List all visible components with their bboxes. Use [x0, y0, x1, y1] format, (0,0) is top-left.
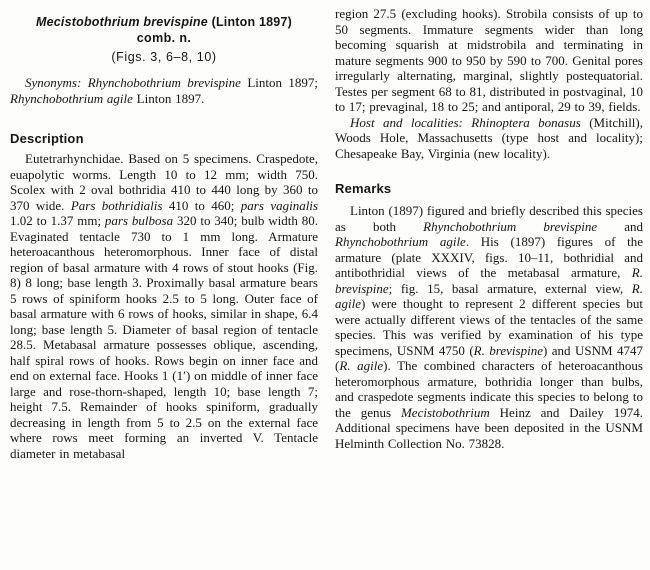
host-localities-paragraph: Host and localities: Rhinoptera bonasus (Mitchill), Woods Hole, Massachusetts (type host and locality); Chesapeake Bay, Virginia (new locality). — [335, 114, 643, 161]
description-continuation: region 27.5 (excluding hooks). Strobila consists of up to 50 segments. Immature segments wider than long becoming squarish at midstrobila and terminating in mature segments 900 to 950 by 590 to 700. Genital pores irregularly alternating, marginal, slightly postequatorial. Testes per segment 68 to 81, distributed in postvaginal, 10 to 17; prevaginal, 18 to 25; and antiporal, 29 to 39, fields. — [335, 6, 643, 114]
synonyms-paragraph: Synonyms: Rhynchobothrium brevispine Linton 1897; Rhynchobothrium agile Linton 1897. — [10, 75, 319, 106]
remarks-heading: Remarks — [335, 181, 392, 196]
comb-nov-line: comb. n. — [136, 31, 192, 45]
left-column — [10, 6, 318, 570]
species-title-block — [10, 6, 318, 65]
description-paragraph: Eutetrarhynchidae. Based on 5 specimens. Craspedote, euapolytic worms. Length 10 to 12 mm; width 750. Scolex with 2 oval bothridia 410 to 440 long by 360 to 370 wide. Pars bothridialis 410 to 460; pars vaginalis 1.02 to 1.37 mm; pars bulbosa 320 to 340; bulb width 80. Evaginated tentacle 730 to 1 mm long. Armature heteroacanthous heteromorphous. Inner face of distal region of basal armature with 4 rows of stout hooks (Fig. 8) 8 long; base length 3. Proximally basal armature bears 5 rows of spiniform hooks 2.5 to 5 long. Outer face of basal armature with 6 rows of hooks, similar in shape, 6.4 long; base length 5. Diameter of basal region of tentacle 28.5. Metabasal armature possesses oblique, ascending, half spiral rows of hooks. Rows begin on inner face and end on external face. Hooks 1 (1′) on middle of inner face large and rose-thorn-shaped, length 10; base length 7; height 7.5. Remainder of hooks spiniform, gradually decreasing in length from 5 to 2.5 on the external face where rows meet forming an inverted V. Tentacle diameter in metabasal — [10, 151, 318, 461]
remarks-paragraph: Linton (1897) figured and briefly described this species as both Rhynchobothrium brevispine and Rhynchobothrium agile. His (1897) figures of the armature (plate XXXIV, figs. 10–11, bothridial and antibothridial views of the metabasal armature, R. brevispine; fig. 15, basal armature, external view, R. agile) were thought to represent 2 different species but were actually different views of the tentacles of the same species. This was verified by examination of his type specimens, USNM 4750 (R. brevispine) and USNM 4747 (R. agile). The combined characters of heteroacanthous heteromorphous armature, bothridia longer than bulbs, and craspedote segments indicate this species to belong to the genus Mecistobothrium Heinz and Dailey 1974. Additional specimens have been deposited in the USNM Helminth Collection No. 73828. — [335, 203, 643, 451]
species-title: Mecistobothrium brevispine (Linton 1897) — [36, 15, 292, 29]
description-heading: Description — [10, 131, 84, 146]
right-column — [335, 6, 643, 570]
figure-reference: (Figs. 3, 6–8, 10) — [111, 50, 217, 64]
